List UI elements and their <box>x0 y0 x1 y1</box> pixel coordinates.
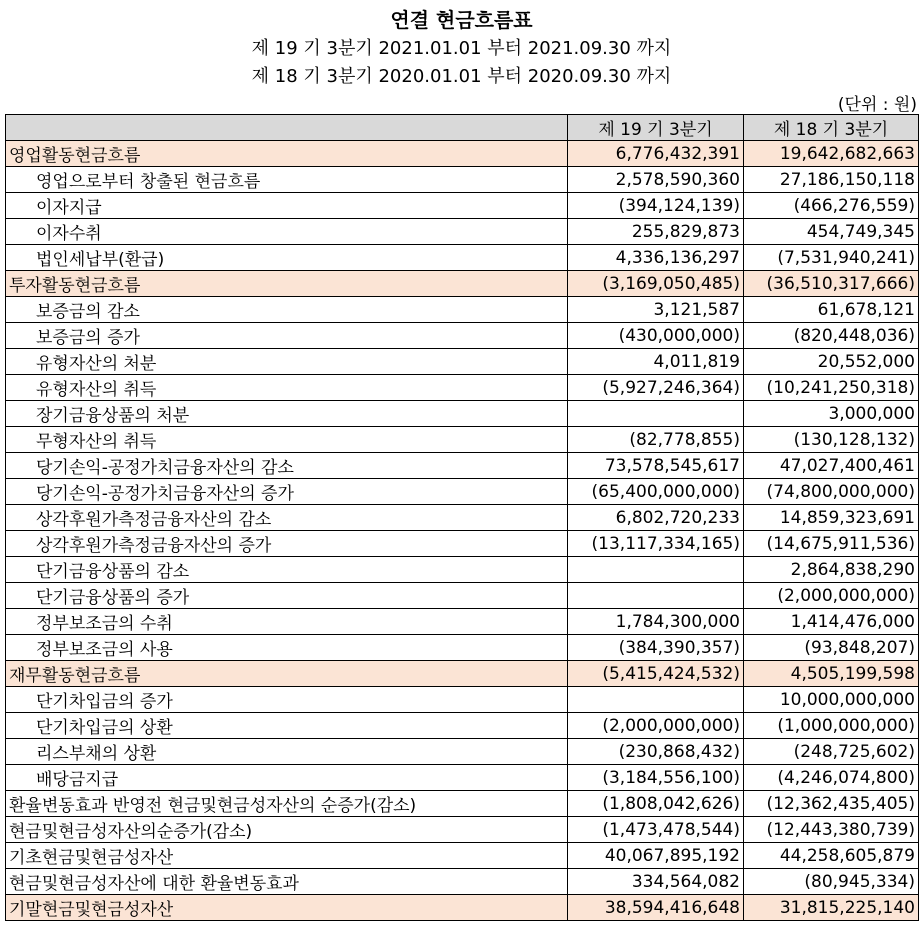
value-current-period: 2,578,590,360 <box>568 167 744 193</box>
value-current-period: (430,000,000) <box>568 323 744 349</box>
value-current-period: (13,117,334,165) <box>568 531 744 557</box>
value-current-period: (394,124,139) <box>568 193 744 219</box>
value-current-period <box>568 583 744 609</box>
period-prior: 제 18 기 3분기 2020.01.01 부터 2020.09.30 까지 <box>251 66 672 87</box>
row-label: 유형자산의 취득 <box>6 375 568 401</box>
table-row <box>6 817 919 843</box>
table-row <box>6 635 919 661</box>
value-prior-period: 61,678,121 <box>744 297 919 323</box>
row-label: 현금및현금성자산의순증가(감소) <box>6 817 568 843</box>
row-label: 기초현금및현금성자산 <box>6 843 568 869</box>
value-prior-period: (130,128,132) <box>744 427 919 453</box>
table-row <box>6 713 919 739</box>
header-current-period: 제 19 기 3분기 <box>568 115 744 141</box>
table-row <box>6 765 919 791</box>
table-row <box>6 895 919 921</box>
row-label: 보증금의 증가 <box>6 323 568 349</box>
value-current-period: 4,336,136,297 <box>568 245 744 271</box>
statement-title: 연결 현금흐름표 <box>390 8 533 32</box>
value-current-period: (1,808,042,626) <box>568 791 744 817</box>
table-row <box>6 219 919 245</box>
row-label: 단기차입금의 상환 <box>6 713 568 739</box>
value-prior-period: (7,531,940,241) <box>744 245 919 271</box>
value-prior-period: 31,815,225,140 <box>744 895 919 921</box>
value-current-period: (2,000,000,000) <box>568 713 744 739</box>
value-prior-period: 1,414,476,000 <box>744 609 919 635</box>
table-row <box>6 323 919 349</box>
value-current-period <box>568 687 744 713</box>
row-label: 재무활동현금흐름 <box>6 661 568 687</box>
value-current-period: (1,473,478,544) <box>568 817 744 843</box>
row-label: 장기금융상품의 처분 <box>6 401 568 427</box>
value-prior-period: (10,241,250,318) <box>744 375 919 401</box>
row-label: 법인세납부(환급) <box>6 245 568 271</box>
value-prior-period: (2,000,000,000) <box>744 583 919 609</box>
table-row <box>6 583 919 609</box>
row-label: 현금및현금성자산에 대한 환율변동효과 <box>6 869 568 895</box>
value-prior-period: 20,552,000 <box>744 349 919 375</box>
value-current-period: 40,067,895,192 <box>568 843 744 869</box>
table-row <box>6 453 919 479</box>
table-row <box>6 349 919 375</box>
row-label: 보증금의 감소 <box>6 297 568 323</box>
value-current-period: (65,400,000,000) <box>568 479 744 505</box>
cash-flow-table <box>5 114 919 921</box>
value-prior-period: (1,000,000,000) <box>744 713 919 739</box>
row-label: 상각후원가측정금융자산의 증가 <box>6 531 568 557</box>
row-label: 단기금융상품의 증가 <box>6 583 568 609</box>
value-prior-period: (12,362,435,405) <box>744 791 919 817</box>
row-label: 이자지급 <box>6 193 568 219</box>
value-current-period: (384,390,357) <box>568 635 744 661</box>
value-current-period <box>568 557 744 583</box>
row-label: 영업활동현금흐름 <box>6 141 568 167</box>
value-current-period: 334,564,082 <box>568 869 744 895</box>
header-account <box>6 115 568 141</box>
table-row <box>6 661 919 687</box>
value-prior-period: 27,186,150,118 <box>744 167 919 193</box>
table-row <box>6 739 919 765</box>
table-row <box>6 869 919 895</box>
value-prior-period: 10,000,000,000 <box>744 687 919 713</box>
value-current-period: 255,829,873 <box>568 219 744 245</box>
row-label: 정부보조금의 수취 <box>6 609 568 635</box>
row-label: 유형자산의 처분 <box>6 349 568 375</box>
value-prior-period: (93,848,207) <box>744 635 919 661</box>
value-current-period: 3,121,587 <box>568 297 744 323</box>
value-current-period: (5,927,246,364) <box>568 375 744 401</box>
row-label: 단기금융상품의 감소 <box>6 557 568 583</box>
value-prior-period: (80,945,334) <box>744 869 919 895</box>
row-label: 기말현금및현금성자산 <box>6 895 568 921</box>
table-row <box>6 479 919 505</box>
value-current-period: (230,868,432) <box>568 739 744 765</box>
value-prior-period: 454,749,345 <box>744 219 919 245</box>
table-header-row <box>6 115 919 141</box>
table-row <box>6 297 919 323</box>
table-row <box>6 687 919 713</box>
row-label: 이자수취 <box>6 219 568 245</box>
table-row <box>6 791 919 817</box>
value-prior-period: 14,859,323,691 <box>744 505 919 531</box>
value-current-period: (3,169,050,485) <box>568 271 744 297</box>
value-current-period: 6,802,720,233 <box>568 505 744 531</box>
value-prior-period: 44,258,605,879 <box>744 843 919 869</box>
row-label: 정부보조금의 사용 <box>6 635 568 661</box>
value-current-period <box>568 401 744 427</box>
table-row <box>6 271 919 297</box>
value-prior-period: 47,027,400,461 <box>744 453 919 479</box>
value-prior-period: (14,675,911,536) <box>744 531 919 557</box>
table-row <box>6 427 919 453</box>
row-label: 배당금지급 <box>6 765 568 791</box>
row-label: 상각후원가측정금융자산의 감소 <box>6 505 568 531</box>
row-label: 무형자산의 취득 <box>6 427 568 453</box>
table-row <box>6 557 919 583</box>
table-row <box>6 609 919 635</box>
row-label: 단기차입금의 증가 <box>6 687 568 713</box>
value-prior-period: (74,800,000,000) <box>744 479 919 505</box>
value-current-period: 1,784,300,000 <box>568 609 744 635</box>
value-prior-period: 2,864,838,290 <box>744 557 919 583</box>
table-row <box>6 531 919 557</box>
value-prior-period: (4,246,074,800) <box>744 765 919 791</box>
value-prior-period: 3,000,000 <box>744 401 919 427</box>
value-prior-period: (12,443,380,739) <box>744 817 919 843</box>
period-current: 제 19 기 3분기 2021.01.01 부터 2021.09.30 까지 <box>251 38 672 59</box>
table-row <box>6 843 919 869</box>
value-current-period: 73,578,545,617 <box>568 453 744 479</box>
table-row <box>6 193 919 219</box>
table-row <box>6 375 919 401</box>
row-label: 환율변동효과 반영전 현금및현금성자산의 순증가(감소) <box>6 791 568 817</box>
value-prior-period: (36,510,317,666) <box>744 271 919 297</box>
table-row <box>6 401 919 427</box>
table-row <box>6 141 919 167</box>
table-row <box>6 167 919 193</box>
value-prior-period: (466,276,559) <box>744 193 919 219</box>
value-prior-period: 19,642,682,663 <box>744 141 919 167</box>
value-current-period: 4,011,819 <box>568 349 744 375</box>
row-label: 투자활동현금흐름 <box>6 271 568 297</box>
row-label: 당기손익-공정가치금융자산의 증가 <box>6 479 568 505</box>
table-row <box>6 245 919 271</box>
row-label: 영업으로부터 창출된 현금흐름 <box>6 167 568 193</box>
row-label: 당기손익-공정가치금융자산의 감소 <box>6 453 568 479</box>
value-current-period: 6,776,432,391 <box>568 141 744 167</box>
row-label: 리스부채의 상환 <box>6 739 568 765</box>
table-row <box>6 505 919 531</box>
value-current-period: (3,184,556,100) <box>568 765 744 791</box>
value-current-period: (82,778,855) <box>568 427 744 453</box>
value-prior-period: 4,505,199,598 <box>744 661 919 687</box>
unit-label: (단위 : 원) <box>837 95 917 115</box>
value-prior-period: (248,725,602) <box>744 739 919 765</box>
value-current-period: (5,415,424,532) <box>568 661 744 687</box>
value-prior-period: (820,448,036) <box>744 323 919 349</box>
header-prior-period: 제 18 기 3분기 <box>744 115 919 141</box>
value-current-period: 38,594,416,648 <box>568 895 744 921</box>
